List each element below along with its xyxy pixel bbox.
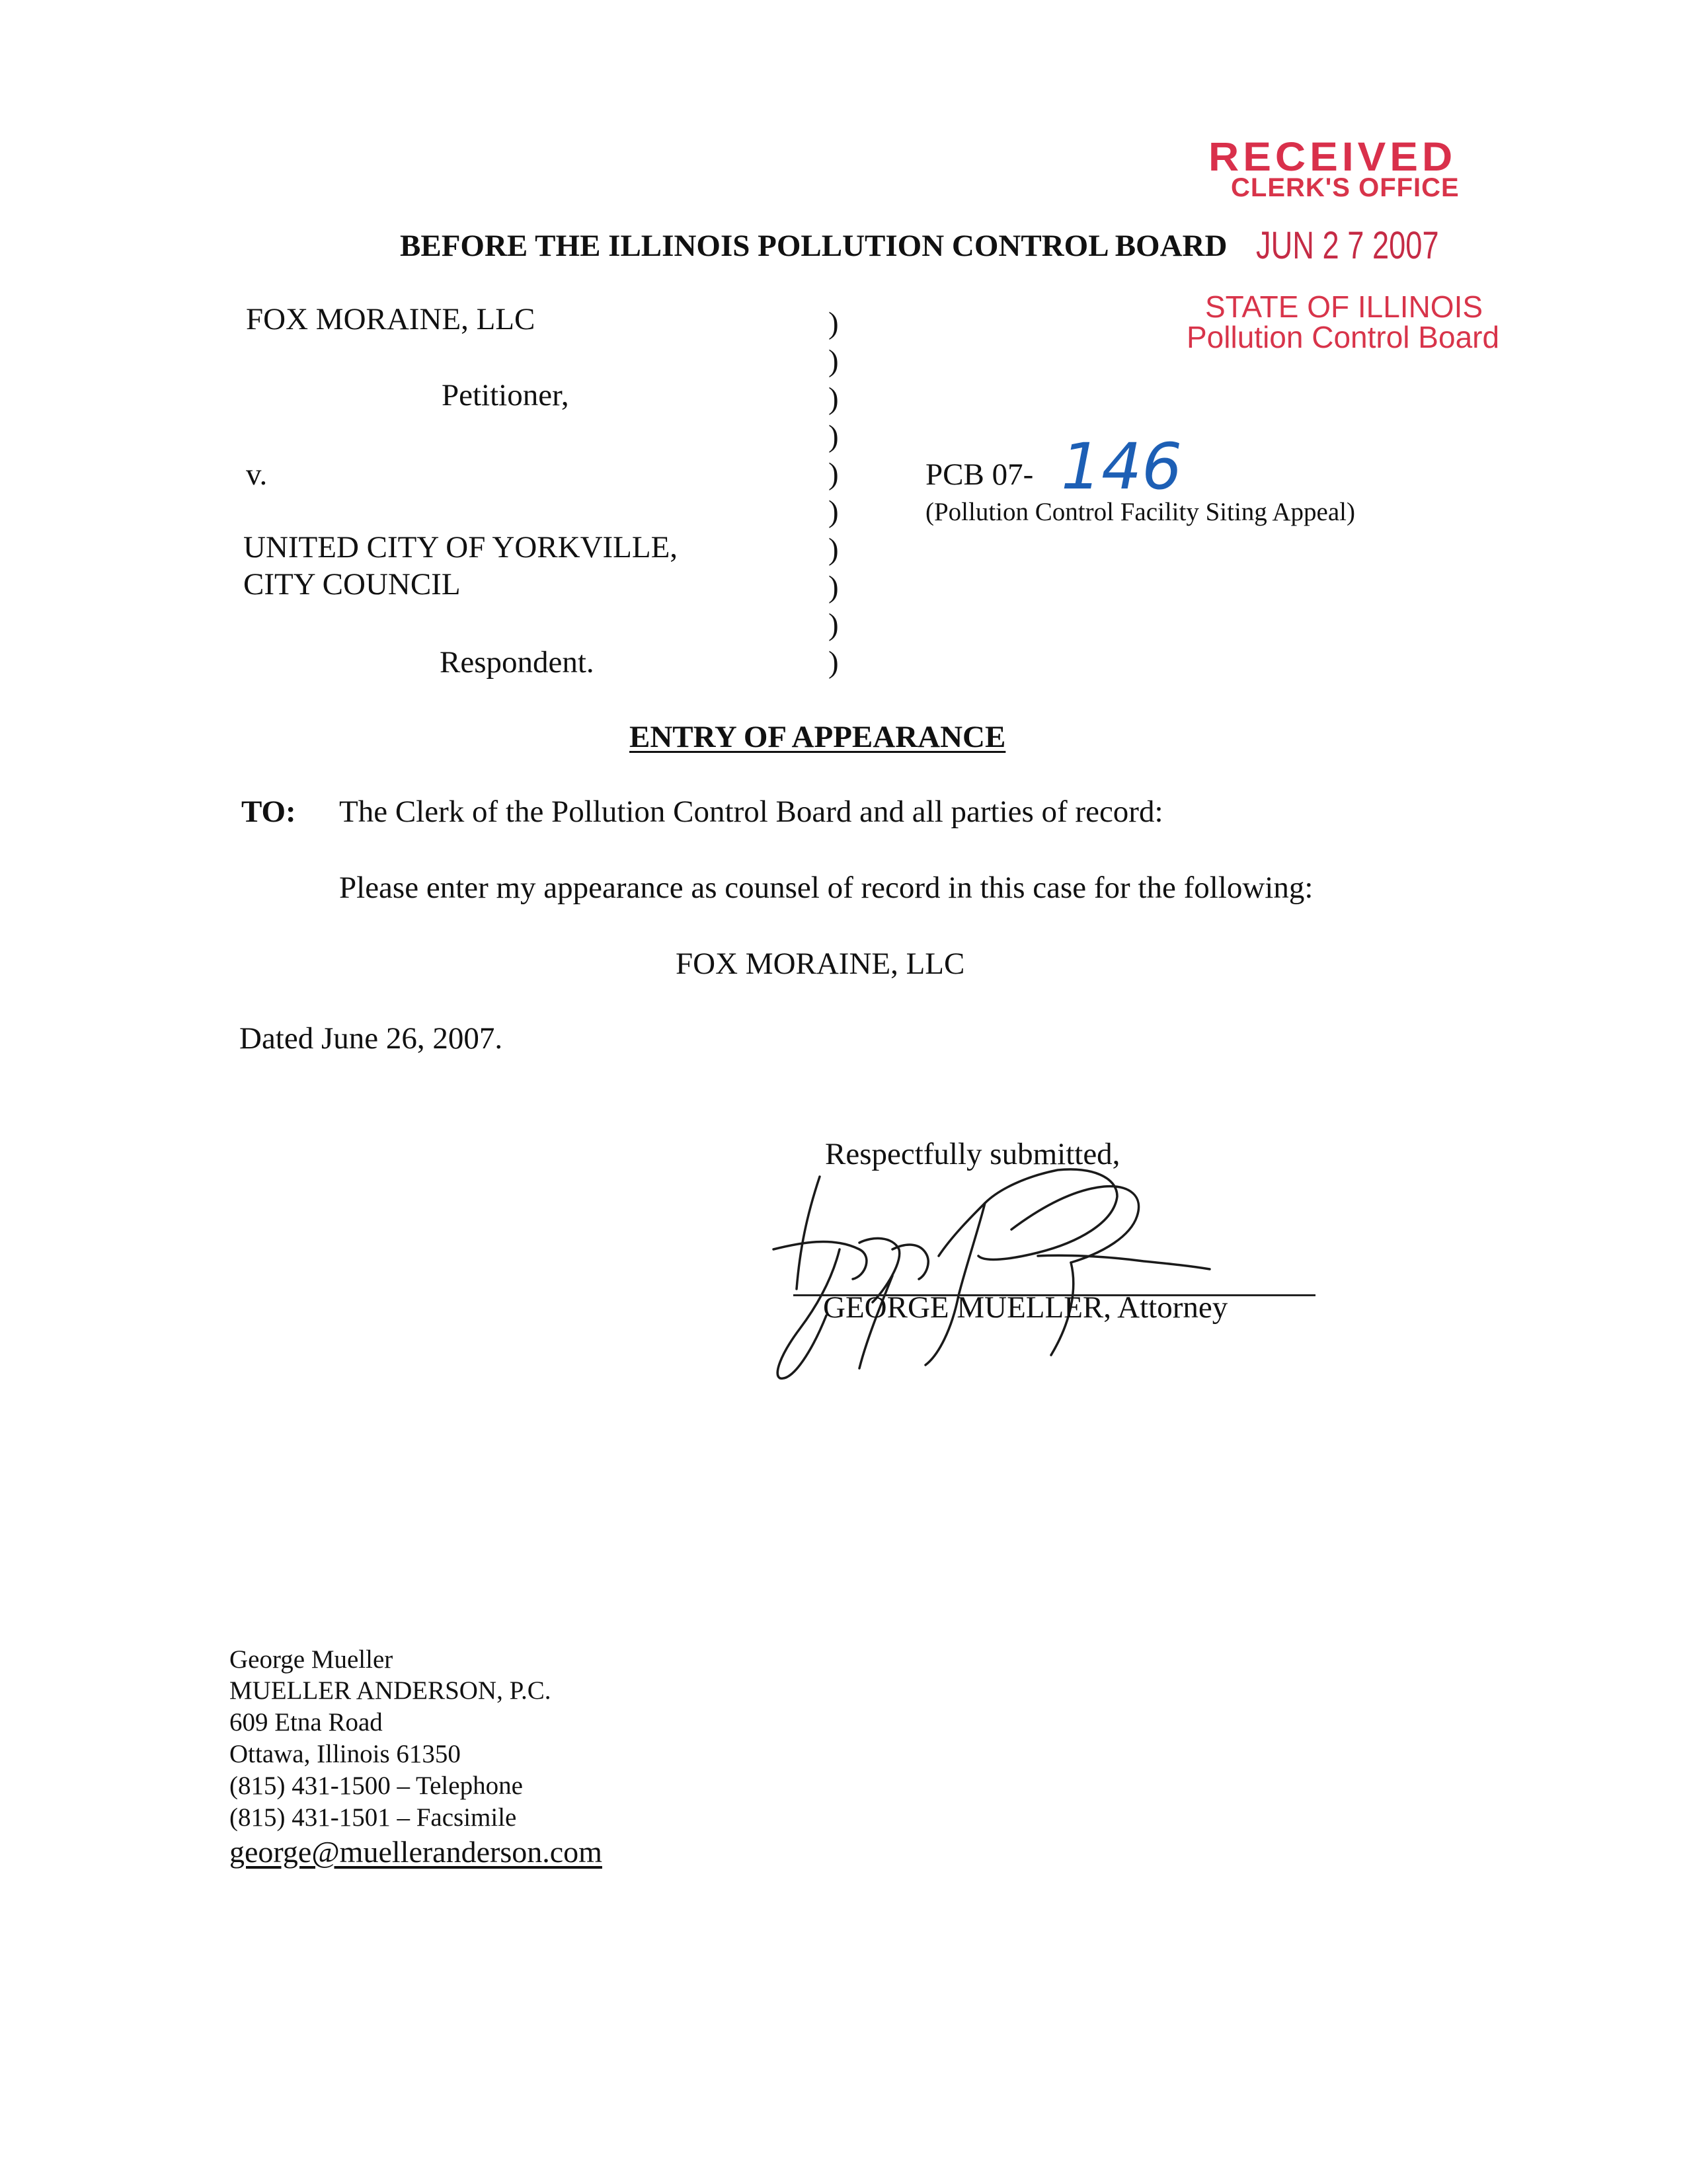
case-number-handwritten: 146 bbox=[1061, 430, 1183, 504]
caption-paren: ) bbox=[828, 494, 839, 529]
handwritten-signature-icon bbox=[760, 1137, 1236, 1388]
caption-paren: ) bbox=[828, 306, 839, 340]
respondent-name-line2: CITY COUNCIL bbox=[243, 567, 461, 602]
contact-city: Ottawa, Illinois 61350 bbox=[229, 1740, 461, 1768]
case-prefix: PCB 07- bbox=[925, 457, 1034, 492]
caption-paren: ) bbox=[828, 532, 839, 566]
stamp-state: STATE OF ILLINOIS bbox=[1205, 290, 1483, 324]
to-text: The Clerk of the Pollution Control Board and all parties of record: bbox=[339, 795, 1163, 829]
stamp-board: Pollution Control Board bbox=[1187, 320, 1500, 354]
versus-label: v. bbox=[246, 457, 268, 492]
contact-email[interactable]: george@muelleranderson.com bbox=[229, 1835, 602, 1869]
contact-firm: MUELLER ANDERSON, P.C. bbox=[229, 1676, 551, 1705]
to-label: TO: bbox=[241, 795, 296, 829]
dated-line: Dated June 26, 2007. bbox=[239, 1021, 503, 1056]
respondent-name-line1: UNITED CITY OF YORKVILLE, bbox=[243, 530, 678, 565]
document-title: ENTRY OF APPEARANCE bbox=[629, 720, 1006, 754]
board-title: BEFORE THE ILLINOIS POLLUTION CONTROL BOARD bbox=[400, 229, 1228, 263]
contact-facsimile: (815) 431-1501 – Facsimile bbox=[229, 1803, 517, 1832]
caption-paren: ) bbox=[828, 607, 839, 642]
client-name: FOX MORAINE, LLC bbox=[676, 947, 965, 981]
petitioner-name: FOX MORAINE, LLC bbox=[246, 302, 535, 336]
case-description: (Pollution Control Facility Siting Appeal) bbox=[925, 498, 1355, 526]
stamp-clerks-office: CLERK'S OFFICE bbox=[1231, 173, 1460, 202]
caption-paren: ) bbox=[828, 645, 839, 680]
respondent-role: Respondent. bbox=[440, 645, 594, 680]
attorney-name-line: GEORGE MUELLER, Attorney bbox=[823, 1290, 1228, 1325]
caption-paren: ) bbox=[828, 344, 839, 378]
caption-paren: ) bbox=[828, 381, 839, 416]
body-paragraph: Please enter my appearance as counsel of record in this case for the following: bbox=[339, 871, 1314, 905]
stamp-date: JUN 2 7 2007 bbox=[1256, 224, 1439, 267]
stamp-received: RECEIVED bbox=[1208, 134, 1457, 180]
contact-email-link[interactable] bbox=[229, 1834, 602, 1869]
caption-paren: ) bbox=[828, 570, 839, 604]
closing-line: Respectfully submitted, bbox=[825, 1137, 1120, 1171]
contact-street: 609 Etna Road bbox=[229, 1708, 383, 1736]
contact-name: George Mueller bbox=[229, 1645, 393, 1674]
contact-telephone: (815) 431-1500 – Telephone bbox=[229, 1772, 523, 1800]
petitioner-role: Petitioner, bbox=[442, 378, 569, 412]
caption-paren: ) bbox=[828, 457, 839, 491]
caption-paren: ) bbox=[828, 419, 839, 453]
